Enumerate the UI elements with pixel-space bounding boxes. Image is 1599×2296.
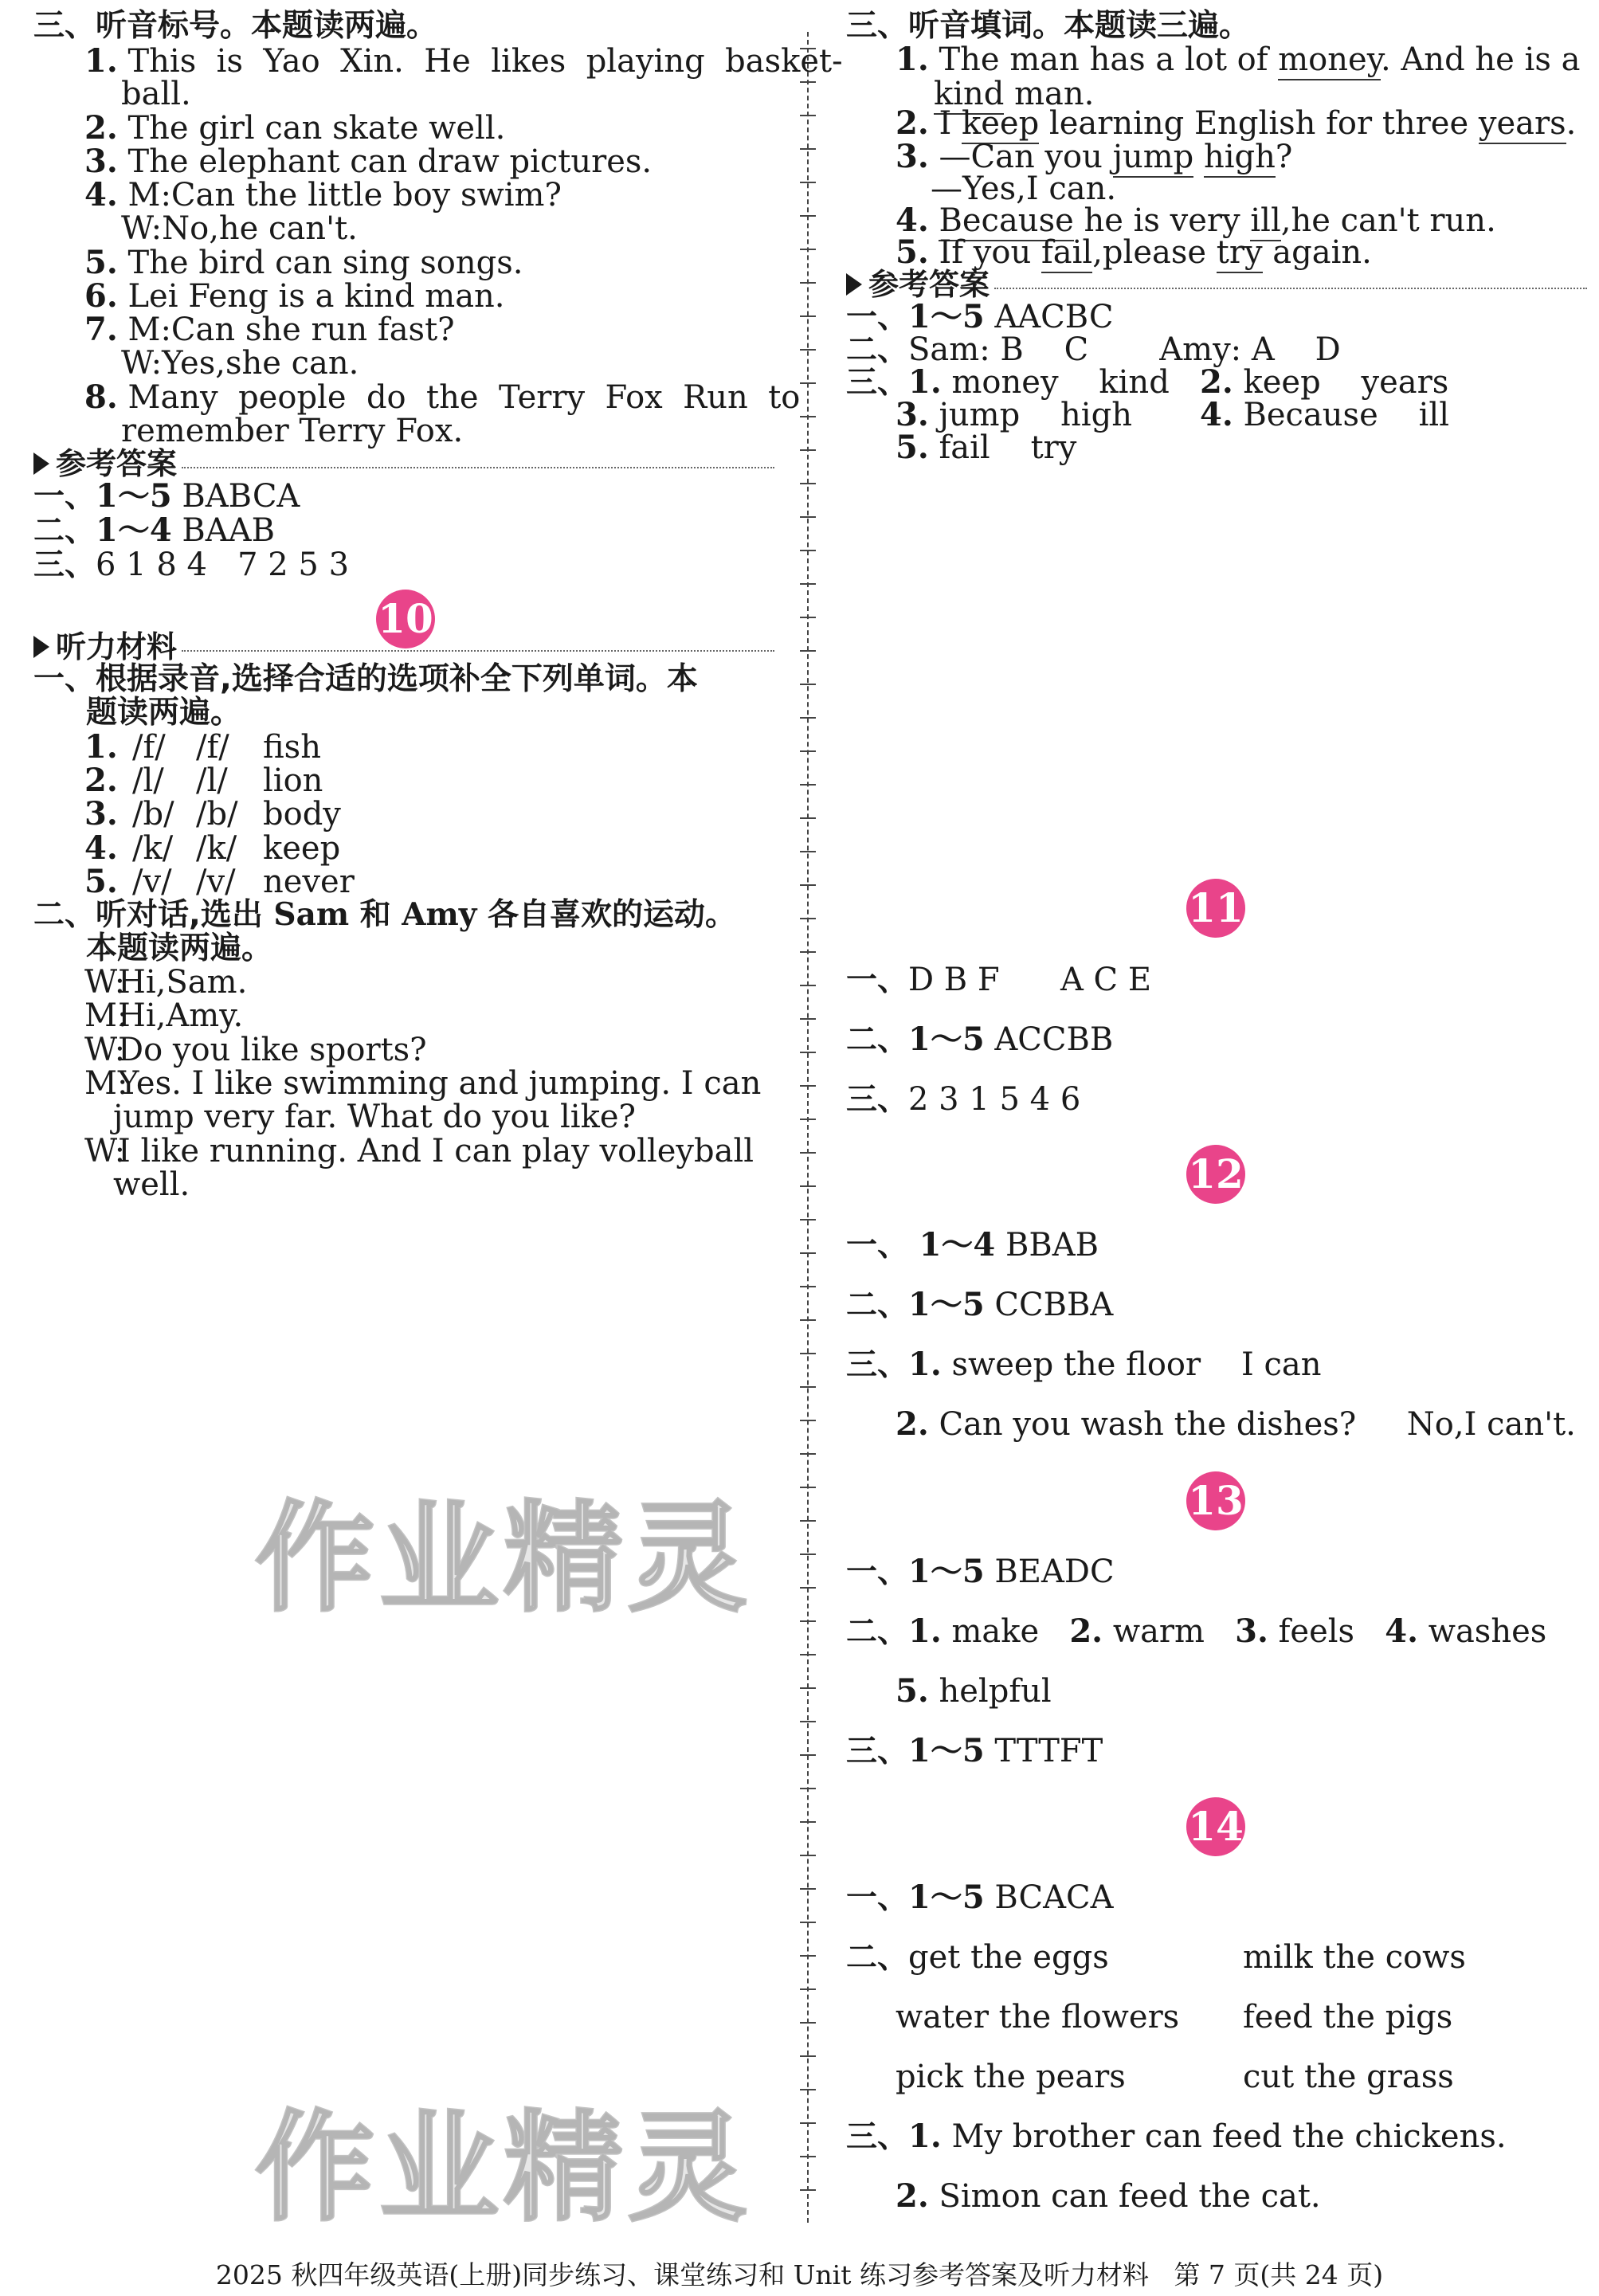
ans10-3a: 三、1. money kind bbox=[846, 363, 1170, 401]
listening-item: 8. Many people do the Terry Fox Run to bbox=[84, 378, 801, 416]
divider-tick bbox=[800, 1587, 816, 1589]
divider-tick bbox=[800, 1554, 816, 1555]
ans13-2e: 5. helpful bbox=[896, 1672, 1052, 1710]
divider-tick bbox=[800, 1520, 816, 1522]
section-3-fill-title: 三、听音填词。本题读三遍。 bbox=[846, 8, 1251, 44]
dialog-line: M:Hi,Amy. bbox=[84, 997, 244, 1034]
phonics-item: 4. /k/ /k/ keep bbox=[84, 829, 341, 867]
divider-tick bbox=[800, 1955, 816, 1957]
ans12-3b: 2. Can you wash the dishes? No,I can't. bbox=[896, 1405, 1576, 1443]
ans13-2: 二、1. make 2. warm 3. feels 4. washes bbox=[846, 1612, 1547, 1650]
blank-ill: ill bbox=[1250, 202, 1280, 241]
listening-item: 2. The girl can skate well. bbox=[84, 109, 506, 147]
fill-line-1b: kind man. bbox=[934, 74, 1094, 114]
divider-tick bbox=[800, 1353, 816, 1354]
dotted-rule bbox=[182, 650, 774, 652]
divider-tick bbox=[800, 717, 816, 719]
divider-tick bbox=[800, 650, 816, 652]
divider-tick bbox=[800, 48, 816, 49]
unit-badge-14: 14 bbox=[1186, 1797, 1245, 1856]
divider-tick bbox=[800, 1152, 816, 1154]
divider-tick bbox=[800, 1788, 816, 1789]
divider-tick bbox=[800, 148, 816, 150]
ans14-2-r2: water the flowers bbox=[896, 1999, 1180, 2035]
ans12-2: 二、1～5 CCBBA bbox=[846, 1286, 1114, 1323]
divider-tick bbox=[800, 1386, 816, 1388]
divider-tick bbox=[800, 1620, 816, 1622]
listening-item: 1. This is Yao Xin. He likes playing basket- bbox=[84, 42, 843, 80]
answer-line: 三、6 1 8 4 7 2 5 3 bbox=[33, 547, 350, 583]
divider-tick bbox=[800, 1018, 816, 1020]
ans13-1: 一、1～5 BEADC bbox=[846, 1553, 1115, 1590]
dialog-line: well. bbox=[113, 1166, 190, 1203]
divider-tick bbox=[800, 416, 816, 417]
phonics-item: 3. /b/ /b/ body bbox=[84, 795, 341, 833]
ans14-1: 一、1～5 BCACA bbox=[846, 1879, 1114, 1916]
ans14-2-r2b: feed the pigs bbox=[1243, 1999, 1453, 2035]
q2-title: 二、听对话,选出 Sam 和 Amy 各自喜欢的运动。 bbox=[33, 896, 737, 933]
triangle-icon bbox=[846, 273, 862, 296]
blank-high: high bbox=[1204, 139, 1276, 178]
listening-item: W:Yes,she can. bbox=[121, 345, 359, 382]
ans10-3c: 3. jump high bbox=[896, 396, 1132, 433]
answer-label: 参考答案 bbox=[56, 446, 178, 481]
fill-line-1: 1. The man has a lot of money. And he is a bbox=[896, 40, 1580, 80]
divider-tick bbox=[800, 483, 816, 484]
dialog-line: M:Yes. I like swimming and jumping. I can bbox=[84, 1065, 762, 1102]
listening-item: ball. bbox=[121, 76, 191, 112]
divider-tick bbox=[800, 1252, 816, 1254]
ans11-1: 一、D B F A C E bbox=[846, 962, 1152, 998]
divider-tick bbox=[800, 1687, 816, 1689]
divider-tick bbox=[800, 1888, 816, 1890]
listening-item: remember Terry Fox. bbox=[121, 413, 464, 449]
divider-tick bbox=[800, 1319, 816, 1321]
blank-try: try bbox=[1217, 234, 1263, 273]
divider-tick bbox=[800, 2089, 816, 2090]
divider-tick bbox=[800, 918, 816, 919]
divider-tick bbox=[800, 1754, 816, 1756]
divider-tick bbox=[800, 1185, 816, 1187]
listening-item: 5. The bird can sing songs. bbox=[84, 244, 523, 281]
page-footer: 2025 秋四年级英语(上册)同步练习、课堂练习和 Unit 练习参考答案及听力材料 第 7 页(共 24 页) bbox=[215, 2259, 1384, 2290]
dialog-line: W:Hi,Sam. bbox=[84, 964, 248, 1001]
ans10-3e: 5. fail try bbox=[896, 429, 1077, 466]
divider-tick bbox=[800, 215, 816, 217]
q2-title-cont: 本题读两遍。 bbox=[86, 931, 273, 966]
divider-tick bbox=[800, 1219, 816, 1220]
listening-item: W:No,he can't. bbox=[121, 210, 358, 247]
dotted-rule bbox=[182, 467, 774, 468]
ans10-1: 一、1～5 AACBC bbox=[846, 298, 1114, 335]
divider-tick bbox=[800, 449, 816, 451]
dialog-line: W:I like running. And I can play volleyball bbox=[84, 1133, 754, 1170]
triangle-icon bbox=[33, 453, 49, 475]
ans13-3: 三、1～5 TTTFT bbox=[846, 1732, 1103, 1769]
divider-tick bbox=[800, 1721, 816, 1722]
divider-tick bbox=[800, 1988, 816, 1990]
ans14-2-r1b: milk the cows bbox=[1243, 1939, 1466, 1976]
divider-tick bbox=[800, 1052, 816, 1053]
divider-tick bbox=[800, 182, 816, 183]
divider-tick bbox=[800, 684, 816, 685]
divider-tick bbox=[800, 1654, 816, 1655]
unit-badge-10: 10 bbox=[376, 590, 435, 648]
section-3-title: 三、听音标号。本题读两遍。 bbox=[33, 8, 438, 44]
answer-label: 参考答案 bbox=[868, 267, 990, 302]
blank-keep: keep bbox=[962, 105, 1039, 144]
blank-money: money bbox=[1278, 41, 1381, 80]
ans12-1: 一、 1～4 BBAB bbox=[846, 1226, 1099, 1264]
divider-tick bbox=[800, 1487, 816, 1488]
watermark-1: 作业精灵 bbox=[255, 1490, 753, 1628]
divider-tick bbox=[800, 1420, 816, 1421]
divider-tick bbox=[800, 583, 816, 585]
divider-tick bbox=[800, 81, 816, 83]
ans14-3b: 2. Simon can feed the cat. bbox=[896, 2177, 1321, 2215]
q1-title: 一、根据录音,选择合适的选项补全下列单词。本 bbox=[33, 661, 698, 697]
fill-line-3: 3. —Can you jump high? bbox=[896, 137, 1292, 177]
listening-item: 4. M:Can the little boy swim? bbox=[84, 176, 562, 214]
divider-tick bbox=[800, 2055, 816, 2057]
dialog-line: W:Do you like sports? bbox=[84, 1032, 427, 1068]
divider-tick bbox=[800, 750, 816, 752]
fill-line-4: 4. Because he is very ill,he can't run. bbox=[896, 201, 1496, 241]
divider-tick bbox=[800, 2156, 816, 2157]
divider-tick bbox=[800, 617, 816, 618]
divider-tick bbox=[800, 315, 816, 317]
unit-badge-12: 12 bbox=[1186, 1145, 1245, 1204]
phonics-item: 5. /v/ /v/ never bbox=[84, 863, 355, 900]
ans14-2-r3: pick the pears bbox=[896, 2059, 1126, 2095]
q1-title-cont: 题读两遍。 bbox=[86, 695, 242, 731]
listening-item: 6. Lei Feng is a kind man. bbox=[84, 277, 505, 315]
ans14-2-r3b: cut the grass bbox=[1243, 2059, 1454, 2095]
divider-tick bbox=[800, 951, 816, 953]
divider-tick bbox=[800, 1085, 816, 1087]
listening-item: 7. M:Can she run fast? bbox=[84, 311, 455, 348]
dotted-rule bbox=[994, 288, 1587, 289]
divider-tick bbox=[800, 115, 816, 116]
divider-tick bbox=[800, 1922, 816, 1923]
blank-fail: fail bbox=[1041, 234, 1092, 273]
divider-tick bbox=[800, 516, 816, 518]
unit-badge-11: 11 bbox=[1186, 879, 1245, 938]
fill-line-5: 5. If you fail,please try again. bbox=[896, 233, 1372, 272]
divider-tick bbox=[800, 2122, 816, 2124]
blank-because: Because bbox=[939, 202, 1073, 241]
listening-item: 3. The elephant can draw pictures. bbox=[84, 143, 653, 180]
divider-tick bbox=[800, 1453, 816, 1455]
ans14-3a: 三、1. My brother can feed the chickens. bbox=[846, 2118, 1507, 2155]
divider-tick bbox=[800, 1119, 816, 1120]
phonics-item: 2. /l/ /l/ lion bbox=[84, 762, 323, 799]
divider-tick bbox=[800, 282, 816, 284]
divider-tick bbox=[800, 550, 816, 551]
answer-line: 一、1～5 BABCA bbox=[33, 477, 300, 515]
divider-tick bbox=[800, 382, 816, 384]
fill-line-3b: —Yes,I can. bbox=[931, 170, 1117, 207]
divider-tick bbox=[800, 1855, 816, 1856]
divider-tick bbox=[800, 2022, 816, 2024]
phonics-item: 1. /f/ /f/ fish bbox=[84, 728, 321, 766]
ans14-2-r1: 二、get the eggs bbox=[846, 1939, 1109, 1976]
dialog-line: jump very far. What do you like? bbox=[113, 1099, 636, 1135]
fill-line-2: 2. I keep learning English for three years. bbox=[896, 104, 1576, 143]
divider-tick bbox=[800, 817, 816, 819]
ans11-2: 二、1～5 ACCBB bbox=[846, 1021, 1114, 1058]
divider-tick bbox=[800, 884, 816, 886]
blank-kind: kind bbox=[934, 76, 1004, 115]
divider-tick bbox=[800, 249, 816, 250]
ans12-3a: 三、1. sweep the floor I can bbox=[846, 1346, 1322, 1383]
divider-tick bbox=[800, 1821, 816, 1823]
watermark-2: 作业精灵 bbox=[255, 2099, 753, 2238]
unit-badge-13: 13 bbox=[1186, 1471, 1245, 1530]
divider-tick bbox=[800, 851, 816, 852]
column-divider bbox=[807, 32, 809, 2223]
divider-tick bbox=[800, 784, 816, 786]
ans10-3b: 2. keep years bbox=[1200, 363, 1449, 401]
divider-tick bbox=[800, 2189, 816, 2191]
ans10-3d: 4. Because ill bbox=[1200, 396, 1449, 433]
listening-label: 听力材料 bbox=[56, 629, 178, 664]
ans11-3: 三、2 3 1 5 4 6 bbox=[846, 1081, 1081, 1118]
divider-tick bbox=[800, 985, 816, 986]
blank-years: years bbox=[1479, 105, 1566, 144]
divider-tick bbox=[800, 1286, 816, 1287]
answer-line: 二、1～4 BAAB bbox=[33, 511, 275, 549]
ans10-2: 二、Sam: B C Amy: A D bbox=[846, 331, 1341, 368]
blank-jump: jump bbox=[1113, 139, 1194, 178]
triangle-icon bbox=[33, 636, 49, 658]
divider-tick bbox=[800, 349, 816, 351]
